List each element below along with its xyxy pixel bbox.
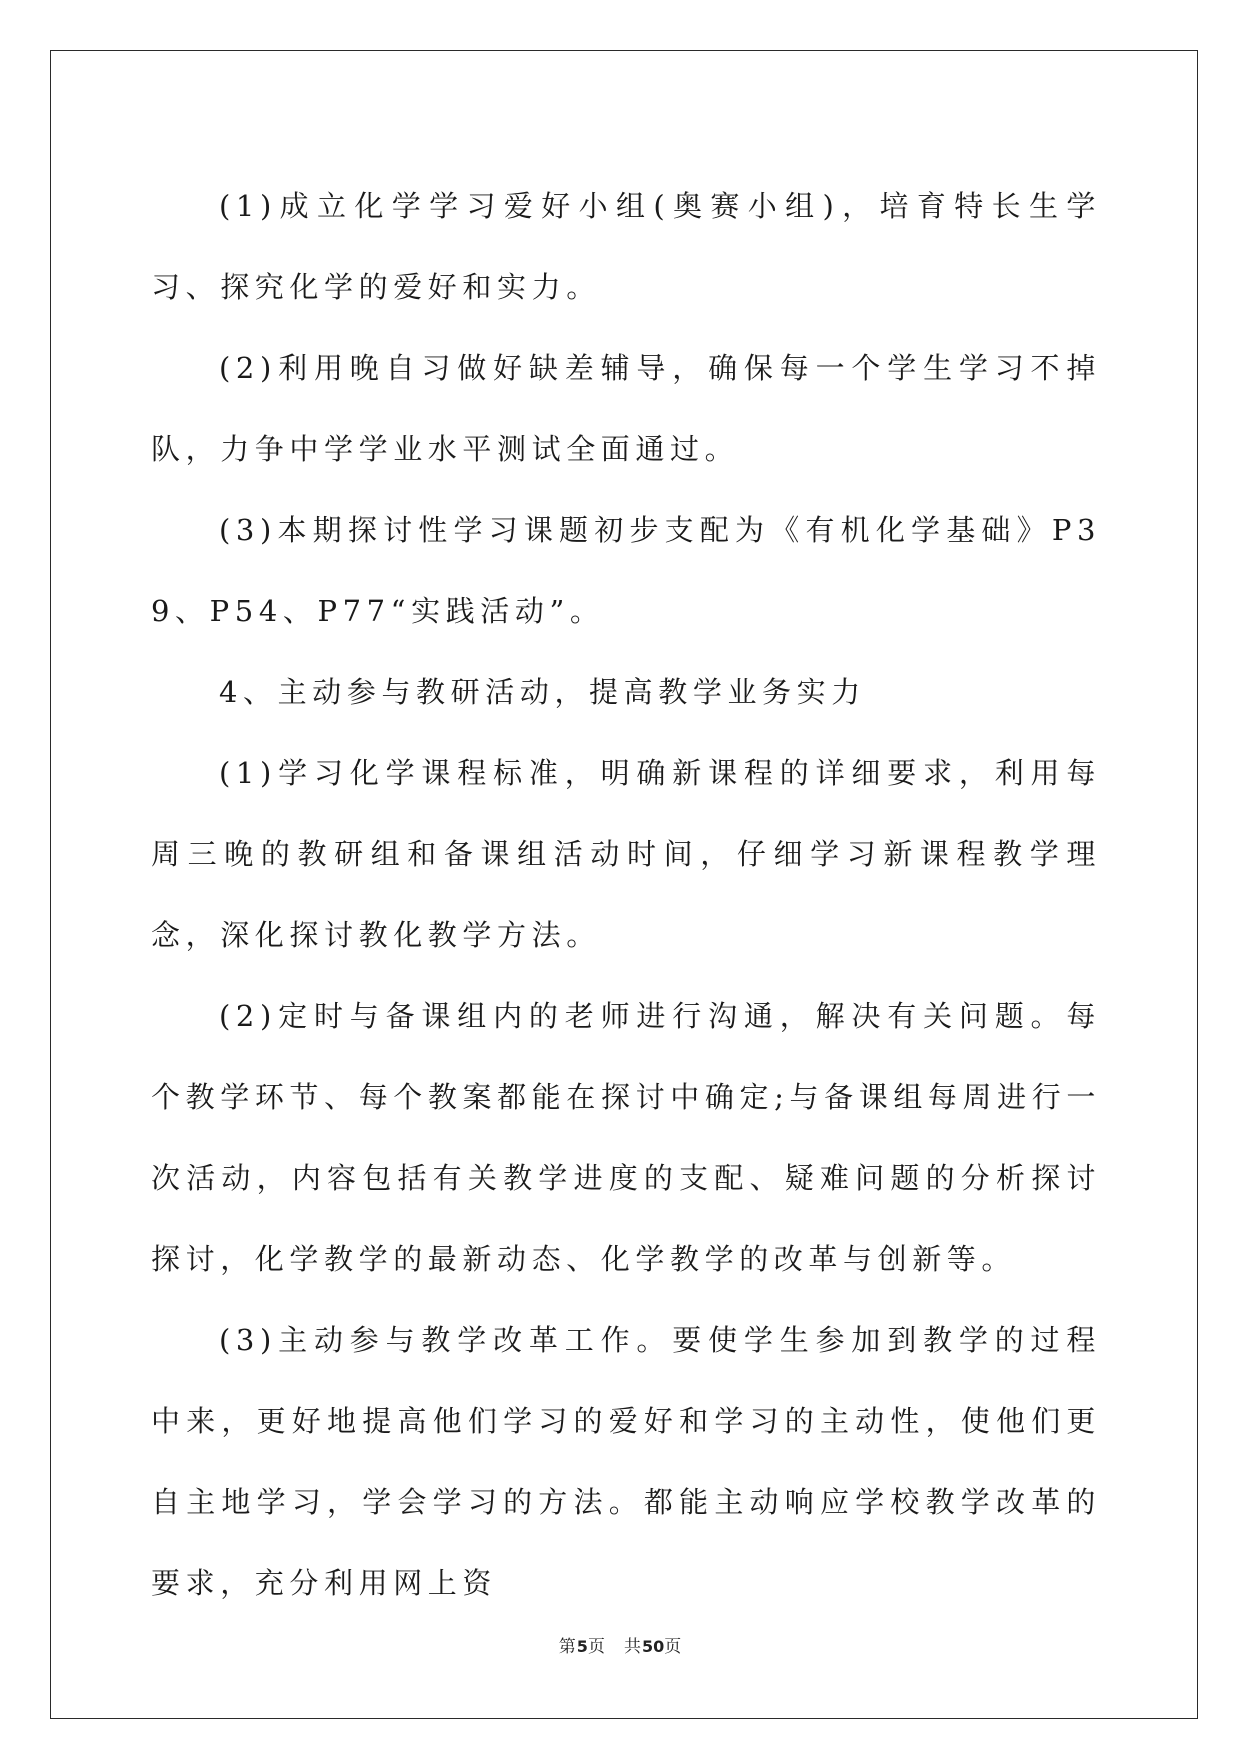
total-page-count: 50 xyxy=(641,1637,665,1656)
paragraph: (2)利用晚自习做好缺差辅导，确保每一个学生学习不掉队，力争中学学业水平测试全面通过。 xyxy=(151,351,1101,466)
current-page-number: 5 xyxy=(576,1637,588,1656)
paragraph: (2)定时与备课组内的老师进行沟通，解决有关问题。每个教学环节、每个教案都能在探讨中确定;与备课组每周进行一次活动，内容包括有关教学进度的支配、疑难问题的分析探讨探讨，化学教学的最新动态、化学教学的改革与创新等。 xyxy=(151,999,1101,1276)
total-suffix: 页 xyxy=(664,1637,683,1657)
page-footer xyxy=(0,1632,1241,1657)
paragraph: (1)成立化学学习爱好小组(奥赛小组)，培育特长生学习、探究化学的爱好和实力。 xyxy=(151,189,1101,304)
paragraph: (3)本期探讨性学习课题初步支配为《有机化学基础》P39、P54、P77“实践活动”。 xyxy=(151,513,1101,628)
paragraph: (1)学习化学课程标准，明确新课程的详细要求，利用每周三晚的教研组和备课组活动时间，仔细学习新课程教学理念，深化探讨教化教学方法。 xyxy=(151,756,1101,952)
paragraph: (3)主动参与教学改革工作。要使学生参加到教学的过程中来，更好地提高他们学习的爱好和学习的主动性，使他们更自主地学习，学会学习的方法。都能主动响应学校教学改革的要求，充分利用网上资 xyxy=(151,1323,1101,1600)
document-body xyxy=(151,166,1101,1624)
section-heading: 4、主动参与教研活动，提高教学业务实力 xyxy=(219,675,866,709)
total-prefix: 共 xyxy=(623,1637,642,1657)
page-suffix: 页 xyxy=(587,1637,606,1657)
page-prefix: 第 xyxy=(558,1637,577,1657)
